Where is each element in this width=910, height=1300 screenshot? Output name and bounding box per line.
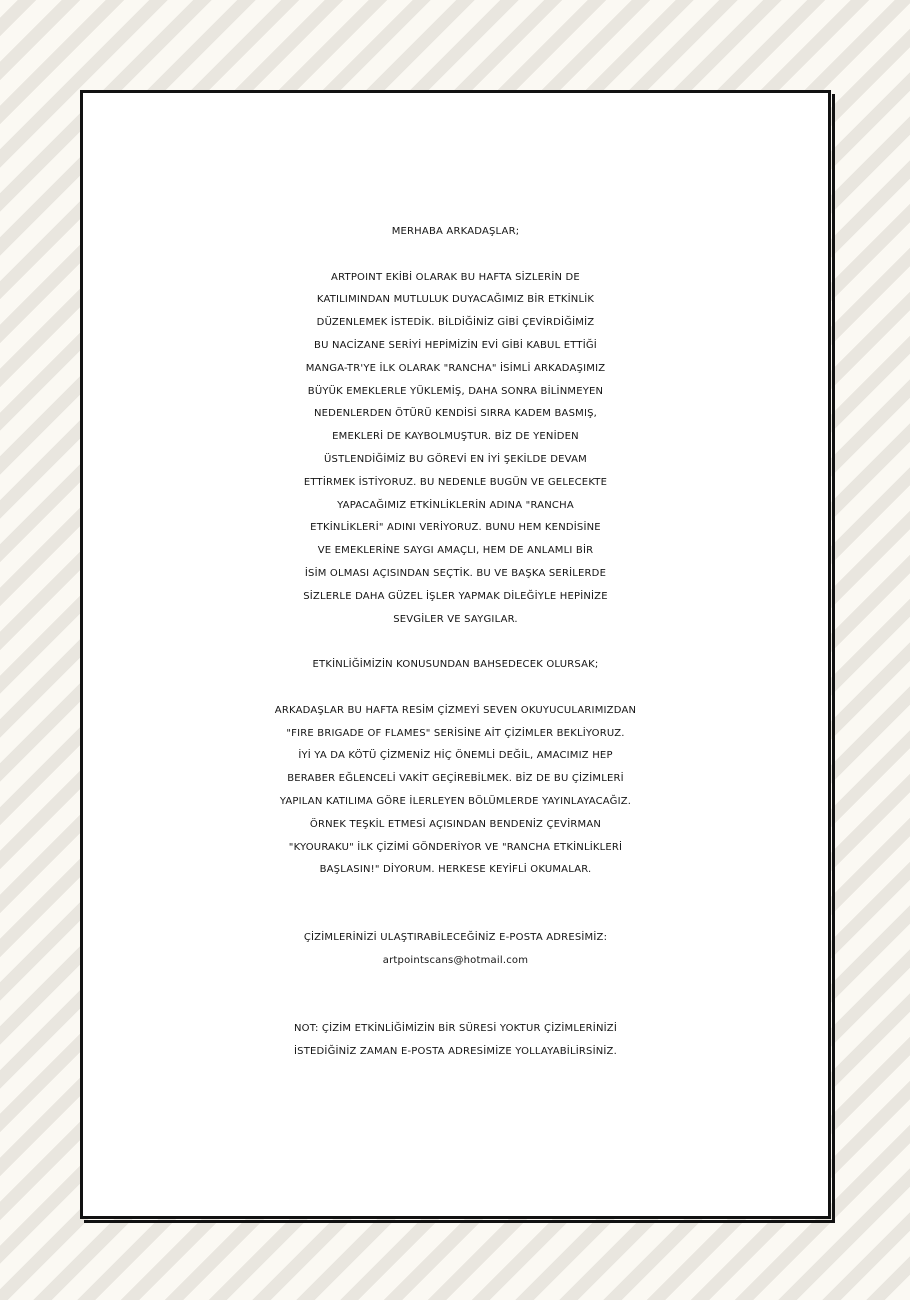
- spacer: [83, 882, 828, 927]
- intro-line: NEDENLERDEN ÖTÜRÜ KENDİSİ SIRRA KADEM BASMIŞ,: [313, 408, 598, 420]
- spacer: [83, 244, 828, 267]
- intro-line: BÜYÜK EMEKLERLE YÜKLEMİŞ, DAHA SONRA BİLİNMEYEN: [307, 385, 604, 397]
- spacer: [83, 631, 828, 654]
- intro-line: MANGA-TR'YE İLK OLARAK "RANCHA" İSİMLİ ARKADAŞIMIZ: [305, 362, 606, 374]
- intro-line: ETKİNLİKLERİ" ADINI VERİYORUZ. BUNU HEM KENDİSİNE: [310, 522, 601, 534]
- intro-line: SEVGİLER VE SAYGILAR.: [393, 613, 518, 625]
- topic-line: ÖRNEK TEŞKİL ETMESİ AÇISINDAN BENDENİZ ÇEVİRMAN: [309, 818, 602, 830]
- intro-line: KATILIMINDAN MUTLULUK DUYACAĞIMIZ BİR ETKİNLİK: [316, 294, 595, 306]
- announcement-panel: [80, 90, 831, 1219]
- intro-line: ÜSTLENDİĞİMİZ BU GÖREVİ EN İYİ ŞEKİLDE DEVAM: [324, 453, 587, 465]
- announcement-text: [83, 221, 828, 1063]
- spacer: [83, 973, 828, 1018]
- topic-line: "KYOURAKU" İLK ÇİZİMİ GÖNDERİYOR VE "RANCHA ETKİNLİKLERİ: [288, 841, 623, 853]
- intro-line: SİZLERLE DAHA GÜZEL İŞLER YAPMAK DİLEĞİYLE HEPİNİZE: [303, 590, 608, 602]
- intro-line: DÜZENLEMEK İSTEDİK. BİLDİĞİNİZ GİBİ ÇEVİRDİĞİMİZ: [316, 317, 595, 329]
- topic-line: "FIRE BRIGADE OF FLAMES" SERİSİNE AİT ÇİZİMLER BEKLİYORUZ.: [286, 727, 625, 739]
- topic-heading: ETKİNLİĞİMİZİN KONUSUNDAN BAHSEDECEK OLURSAK;: [312, 659, 599, 671]
- intro-line: ETTİRMEK İSTİYORUZ. BU NEDENLE BUGÜN VE GELECEKTE: [303, 476, 608, 488]
- spacer: [83, 677, 828, 700]
- email-label: ÇİZİMLERİNİZİ ULAŞTIRABİLECEĞİNİZ E-POSTA ADRESİMİZ:: [303, 932, 608, 944]
- intro-line: ARTPOINT EKİBİ OLARAK BU HAFTA SİZLERİN DE: [331, 271, 580, 283]
- intro-line: BU NACİZANE SERİYİ HEPİMİZİN EVİ GİBİ KABUL ETTİĞİ: [314, 339, 597, 351]
- intro-line: İSİM OLMASI AÇISINDAN SEÇTİK. BU VE BAŞKA SERİLERDE: [304, 567, 607, 579]
- topic-line: BAŞLASIN!" DİYORUM. HERKESE KEYİFLİ OKUMALAR.: [319, 864, 592, 876]
- topic-line: İYİ YA DA KÖTÜ ÇİZMENİZ HİÇ ÖNEMLİ DEĞİL, AMACIMIZ HEP: [298, 750, 613, 762]
- note-line: NOT: ÇİZİM ETKİNLİĞİMİZİN BİR SÜRESİ YOKTUR ÇİZİMLERİNİZİ: [293, 1022, 617, 1034]
- topic-line: ARKADAŞLAR BU HAFTA RESİM ÇİZMEYİ SEVEN OKUYUCULARIMIZDAN: [274, 704, 637, 716]
- intro-line: YAPACAĞIMIZ ETKİNLİKLERİN ADINA "RANCHA: [337, 499, 574, 511]
- topic-line: BERABER EĞLENCELİ VAKİT GEÇİREBİLMEK. BİZ DE BU ÇİZİMLERİ: [287, 773, 624, 785]
- topic-line: YAPILAN KATILIMA GÖRE İLERLEYEN BÖLÜMLERDE YAYINLAYACAĞIZ.: [279, 795, 632, 807]
- note-line: İSTEDİĞİNİZ ZAMAN E-POSTA ADRESİMİZE YOLLAYABİLİRSİNİZ.: [294, 1045, 617, 1057]
- intro-line: VE EMEKLERİNE SAYGI AMAÇLI, HEM DE ANLAMLI BİR: [317, 545, 594, 557]
- intro-line: EMEKLERİ DE KAYBOLMUŞTUR. BİZ DE YENİDEN: [332, 431, 579, 443]
- greeting: MERHABA ARKADAŞLAR;: [391, 226, 520, 237]
- email-address[interactable]: artpointscans@hotmail.com: [382, 954, 529, 966]
